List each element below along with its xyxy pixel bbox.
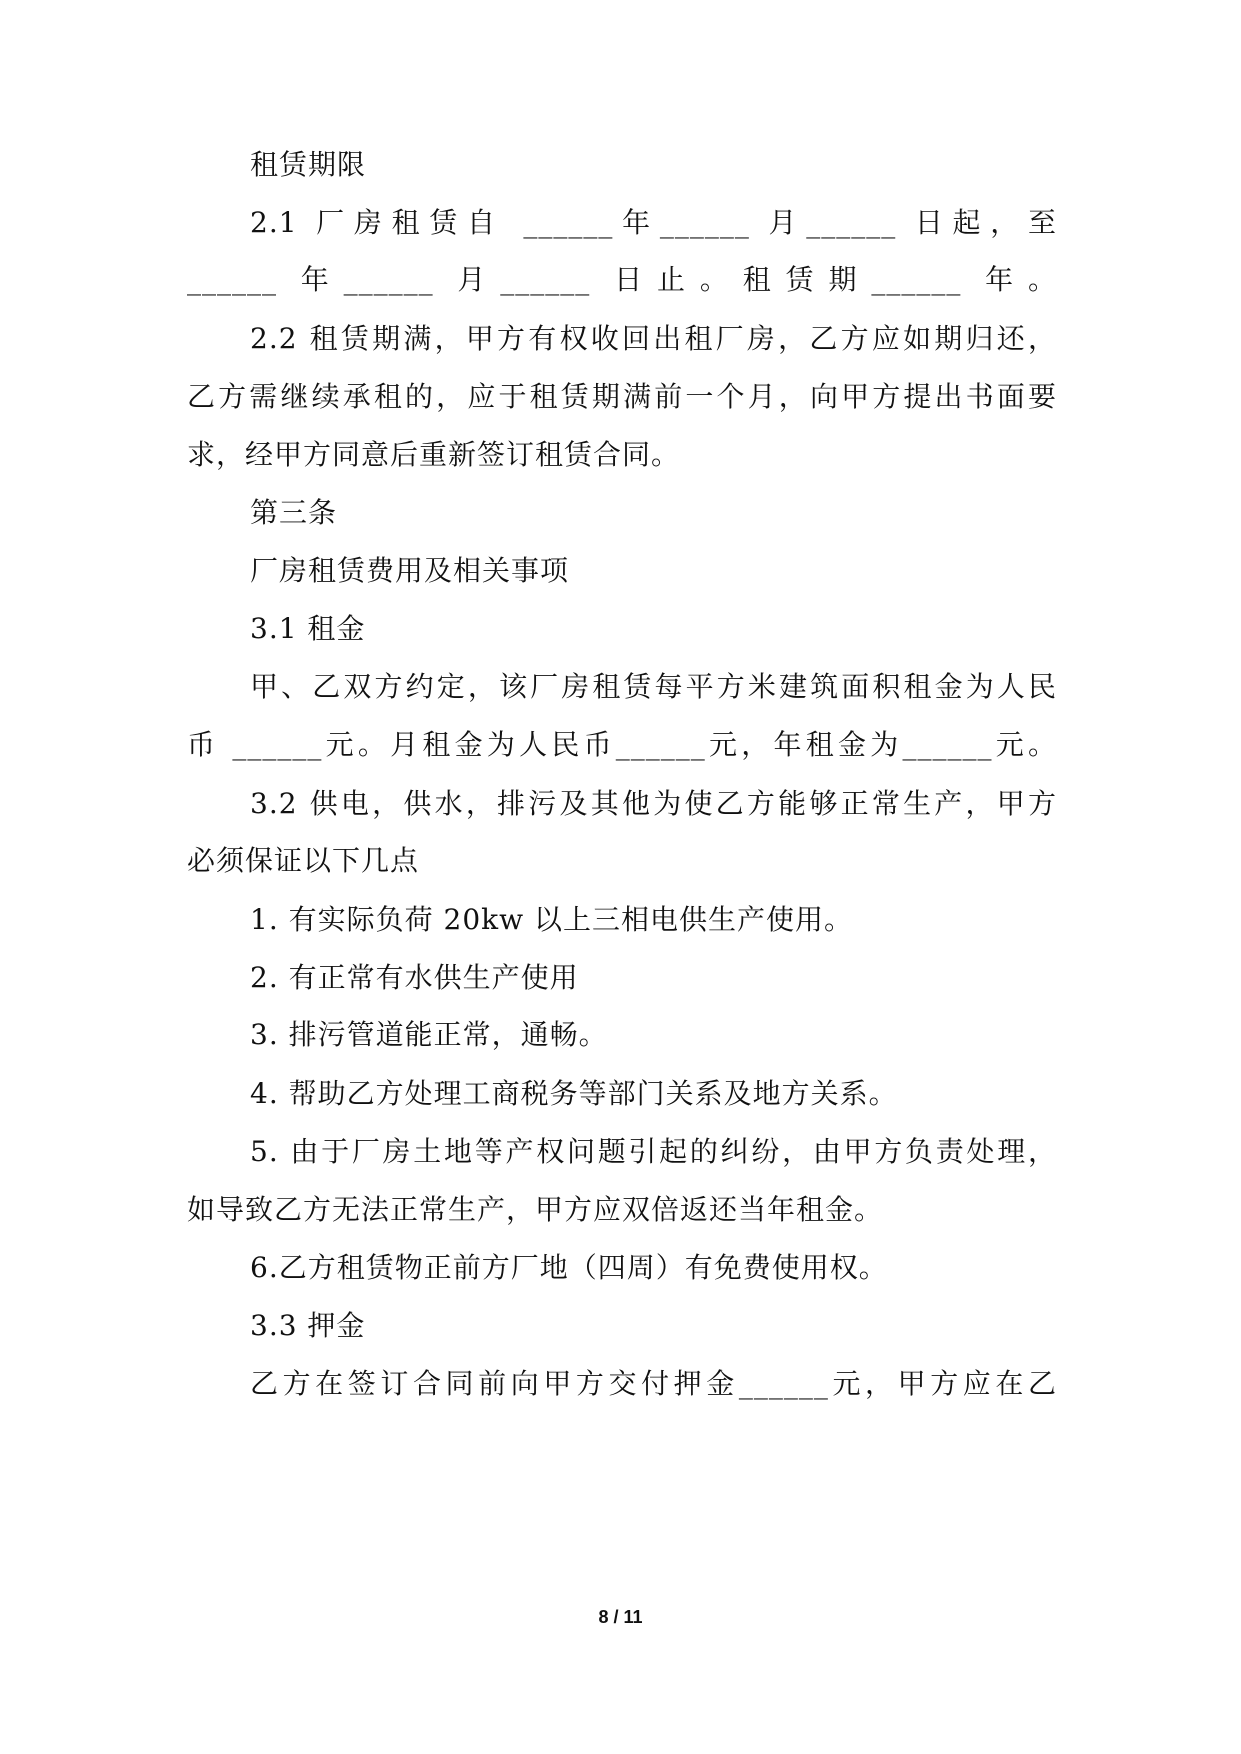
- list-item-3: 3. 排污管道能正常，通畅。: [250, 1018, 608, 1051]
- text-line-lease-term-heading: 租赁期限: [250, 148, 367, 181]
- text-line-3-1-rent: 3.1 租金: [250, 612, 366, 645]
- text-line-deposit-detail: 乙方在签订合同前向甲方交付押金______元，甲方应在乙: [250, 1367, 1057, 1400]
- text-line-2-2: 2.2 租赁期满，甲方有权收回出租厂房，乙方应如期归还，: [250, 322, 1057, 355]
- list-item-1: 1. 有实际负荷 20kw 以上三相电供生产使用。: [250, 903, 853, 936]
- text-line-3-3-deposit: 3.3 押金: [250, 1309, 366, 1342]
- list-item-6: 6.乙方租赁物正前方厂地（四周）有免费使用权。: [250, 1251, 888, 1284]
- text-line-2-1-cont: ______ 年______ 月______ 日止。租赁期______ 年。: [187, 263, 1057, 296]
- text-line-article-three: 第三条: [250, 496, 338, 529]
- page-number: 8 / 11: [598, 1607, 643, 1627]
- list-item-5-cont: 如导致乙方无法正常生产，甲方应双倍返还当年租金。: [187, 1193, 884, 1226]
- text-line-fees-heading: 厂房租赁费用及相关事项: [250, 554, 570, 587]
- list-item-5: 5. 由于厂房土地等产权问题引起的纠纷，由甲方负责处理，: [250, 1135, 1057, 1168]
- list-item-4: 4. 帮助乙方处理工商税务等部门关系及地方关系。: [250, 1077, 898, 1110]
- text-line-2-2-cont2: 求，经甲方同意后重新签订租赁合同。: [187, 438, 681, 471]
- text-line-2-2-cont1: 乙方需继续承租的，应于租赁期满前一个月，向甲方提出书面要: [187, 380, 1057, 413]
- text-line-rent-agreement: 甲、乙双方约定，该厂房租赁每平方米建筑面积租金为人民: [250, 670, 1057, 703]
- text-line-2-1: 2.1 厂房租赁自 ______年______ 月______ 日起，至: [250, 206, 1057, 239]
- list-item-2: 2. 有正常有水供生产使用: [250, 961, 579, 994]
- text-line-3-2-cont: 必须保证以下几点: [187, 844, 420, 877]
- text-line-rent-amounts: 币 ______元。月租金为人民币______元，年租金为______元。: [187, 728, 1057, 761]
- text-line-3-2: 3.2 供电，供水，排污及其他为使乙方能够正常生产，甲方: [250, 787, 1057, 820]
